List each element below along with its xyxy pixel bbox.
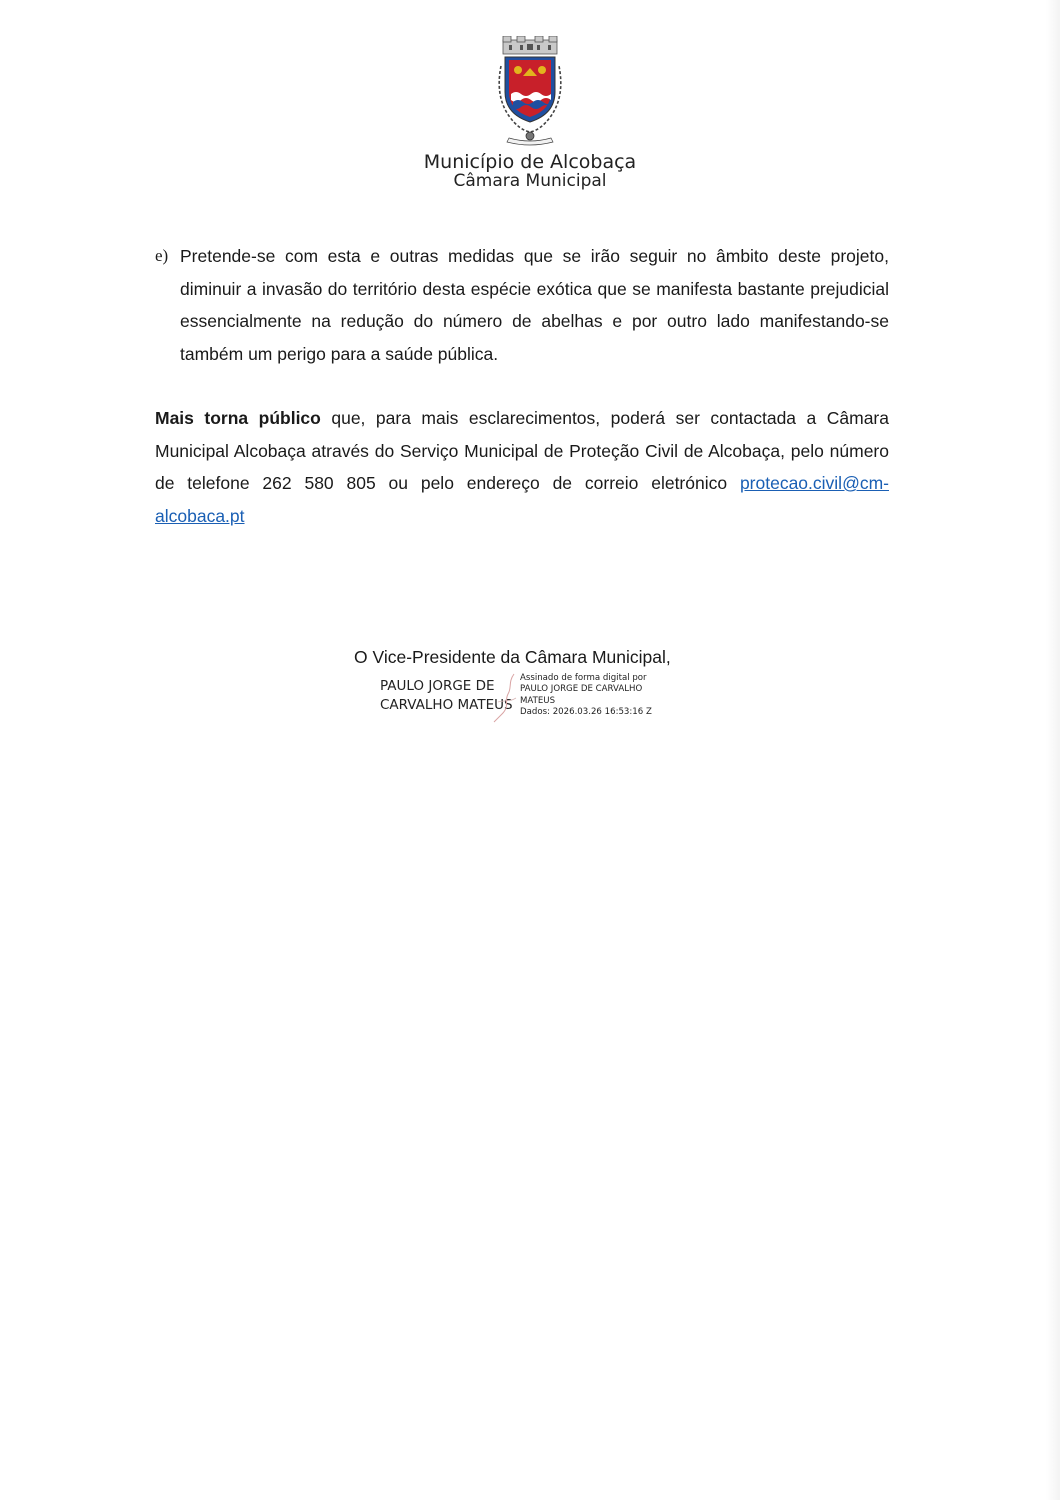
notice-paragraph xyxy=(155,402,889,532)
signature-name-line-1: PAULO JORGE DE xyxy=(380,678,495,694)
signature-title: O Vice-Presidente da Câmara Municipal, xyxy=(354,647,671,667)
handwritten-signature-mark xyxy=(488,672,522,724)
organization-name: Município de Alcobaça xyxy=(423,151,637,173)
email-link[interactable]: protecao.civil@cm-alcobaca.pt xyxy=(155,473,889,526)
page-edge-shadow xyxy=(1046,0,1060,1500)
list-item-text: Pretende-se com esta e outras medidas que se irão seguir no âmbito deste projeto, diminuir a invasão do território desta espécie exótica que se manifesta bastante prejudicial essencialmente na redução do número de abelhas e por outro lado manifestando-se também um perigo para a saúde pública. xyxy=(180,246,889,364)
list-item-e xyxy=(155,240,889,370)
digital-signature-line-2: PAULO JORGE DE CARVALHO xyxy=(520,684,643,695)
list-item-marker: e) xyxy=(155,246,169,265)
digital-signature-line-4: Dados: 2026.03.26 16:53:16 Z xyxy=(520,707,652,718)
digital-signature-block xyxy=(520,673,652,719)
signature-name-line-2: CARVALHO MATEUS xyxy=(380,697,513,713)
municipal-crest-logo xyxy=(485,36,575,148)
notice-text: que, para mais esclarecimentos, poderá ser contactada a Câmara Municipal Alcobaça através do Serviço Municipal de Proteção Civil de Alcobaça, pelo número de telefone 262 580 805 ou pelo endereço de correio eletrónico xyxy=(155,408,889,493)
document-header xyxy=(0,36,1060,190)
digital-signature-line-3: MATEUS xyxy=(520,695,556,706)
digital-signature-line-1: Assinado de forma digital por xyxy=(520,673,647,683)
notice-lead: Mais torna público xyxy=(155,408,321,428)
organization-subtitle: Câmara Municipal xyxy=(453,171,607,191)
